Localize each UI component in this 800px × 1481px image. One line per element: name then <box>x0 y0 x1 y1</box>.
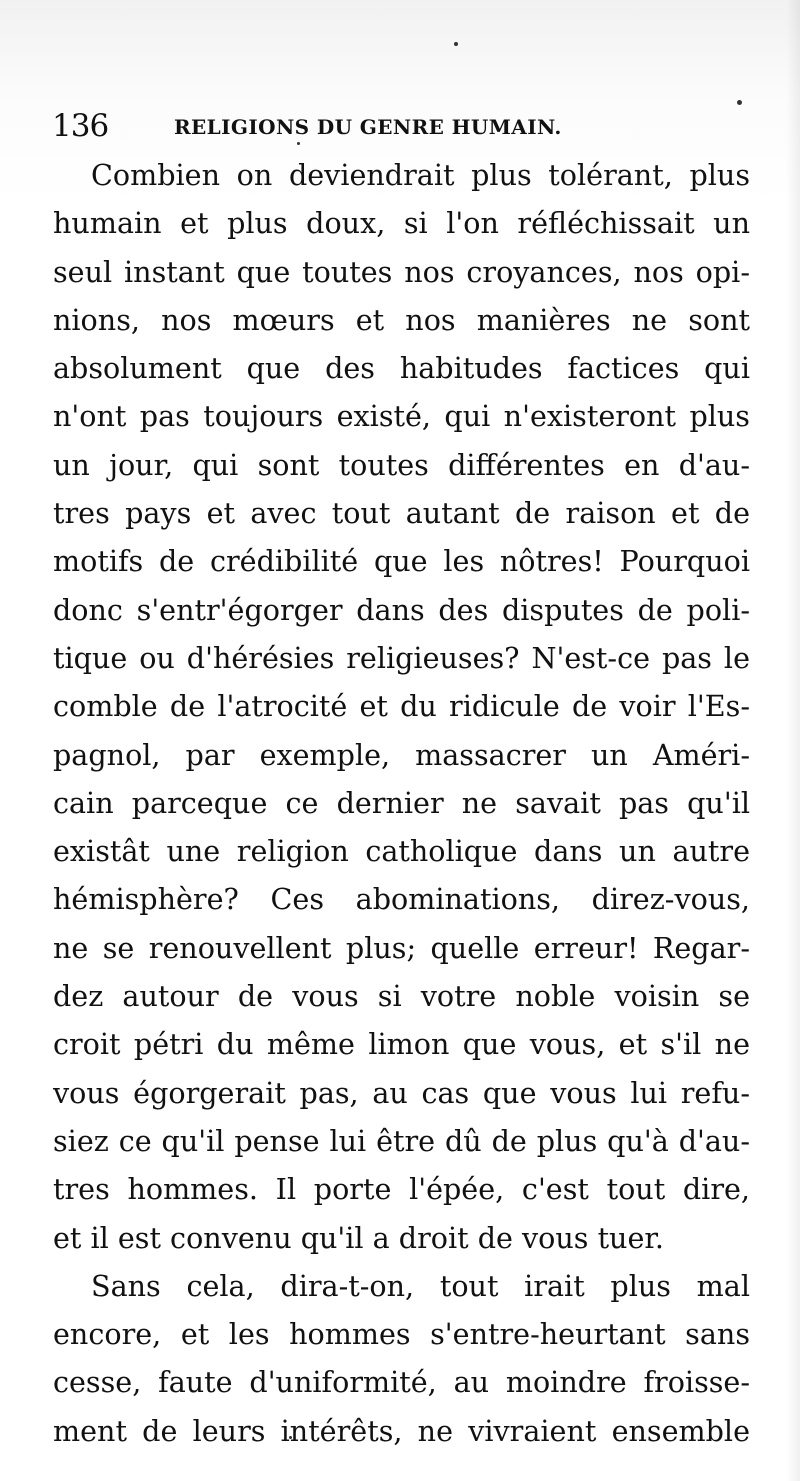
text-line: ment de leurs intérêts, ne vivraient ensemble <box>53 1413 750 1448</box>
text-line: un jour, qui sont toutes différentes en d'au- <box>53 447 750 482</box>
text-line: ne se renouvellent plus; quelle erreur! Regar- <box>53 930 750 965</box>
text-line: vous égorgerait pas, au cas que vous lui refu- <box>53 1075 750 1110</box>
text-line: cesse, faute d'uniformité, au moindre froisse- <box>53 1365 750 1400</box>
text-line: nions, nos mœurs et nos manières ne sont <box>53 302 750 337</box>
text-line: existât une religion catholique dans un autre <box>53 834 750 869</box>
running-title: RELIGIONS DU GENRE HUMAIN. <box>174 115 562 139</box>
text-line: donc s'entr'égorger dans des disputes de poli- <box>53 592 750 627</box>
text-line: comble de l'atrocité et du ridicule de voir l'Es- <box>53 689 750 724</box>
text-line: seul instant que toutes nos croyances, nos opi- <box>53 254 750 289</box>
ink-speck <box>454 42 458 46</box>
paragraph <box>53 1262 750 1455</box>
text-line: hémisphère? Ces abominations, direz-vous, <box>53 882 750 917</box>
text-line: tres pays et avec tout autant de raison et de <box>53 496 750 531</box>
text-line: Combien on deviendrait plus tolérant, plus <box>91 158 750 192</box>
text-line: absolument que des habitudes factices qui <box>53 351 750 386</box>
text-line: dez autour de vous si votre noble voisin se <box>53 979 750 1014</box>
text-line: tique ou d'hérésies religieuses? N'est-ce pas le <box>53 640 750 675</box>
text-line: et il est convenu qu'il a droit de vous tuer. <box>53 1220 665 1255</box>
paragraph <box>53 151 750 1262</box>
text-line: croit pétri du même limon que vous, et s'il ne <box>53 1027 750 1062</box>
page-header <box>52 104 752 148</box>
text-line: humain et plus doux, si l'on réfléchissait un <box>53 206 750 241</box>
text-line: cain parceque ce dernier ne savait pas qu'il <box>53 785 750 820</box>
text-line: Sans cela, dira-t-on, tout irait plus mal <box>91 1268 750 1303</box>
text-line: encore, et les hommes s'entre-heurtant sans <box>53 1317 750 1352</box>
body-text <box>53 151 750 1455</box>
page-edge-shadow <box>786 0 800 1481</box>
text-line: n'ont pas toujours existé, qui n'existeront plus <box>53 399 750 434</box>
text-line: motifs de crédibilité que les nôtres! Pourquoi <box>53 544 750 579</box>
text-line: tres hommes. Il porte l'épée, c'est tout dire, <box>53 1172 750 1207</box>
text-line: siez ce qu'il pense lui être dû de plus qu'à d'au- <box>53 1123 750 1158</box>
text-line: pagnol, par exemple, massacrer un Améri- <box>53 737 750 772</box>
page-number: 136 <box>52 108 109 144</box>
